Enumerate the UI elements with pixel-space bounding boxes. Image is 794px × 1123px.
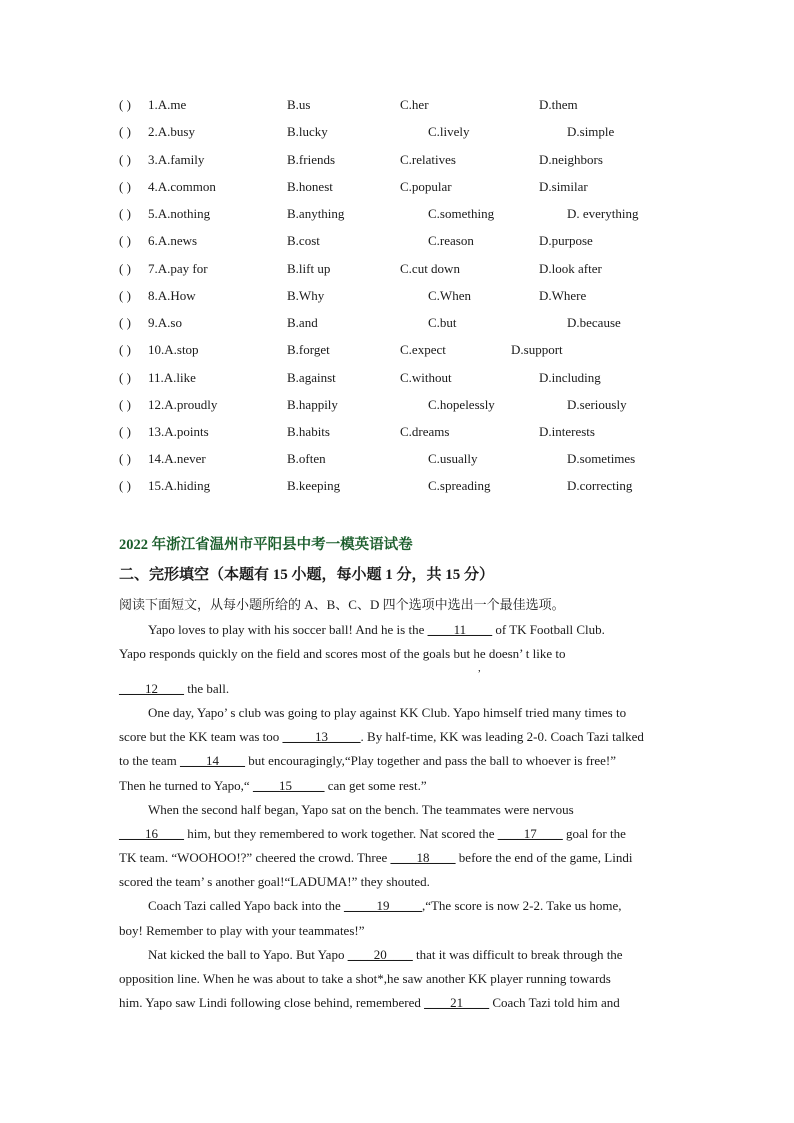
blank-16: ____16____ (119, 826, 184, 841)
blank-13: _____13_____ (282, 729, 361, 744)
option-row (0, 150, 794, 170)
comma-mark: , (478, 662, 481, 674)
option-b: B.honest (287, 179, 333, 194)
option-d: D.sometimes (567, 451, 636, 466)
option-a: 12.A.proudly (148, 397, 218, 412)
option-row (0, 177, 794, 197)
option-c: C.relatives (400, 152, 456, 167)
answer-paren: ( ) (119, 206, 131, 221)
option-c: C.usually (428, 451, 478, 466)
passage-line: to the team ____14____ but encouragingly,“Play together and pass the ball to whoever is free!” (119, 753, 616, 768)
answer-paren: ( ) (119, 152, 131, 167)
option-a: 7.A.pay for (148, 261, 208, 276)
option-c: C.her (400, 97, 429, 112)
blank-18: ____18____ (390, 850, 456, 865)
passage-line: boy! Remember to play with your teammates!” (119, 923, 365, 938)
option-d: D.purpose (539, 233, 593, 248)
option-d: D.them (539, 97, 578, 112)
option-d: D.including (539, 370, 601, 385)
option-b: B.habits (287, 424, 330, 439)
passage-line: him. Yapo saw Lindi following close behind, remembered ____21____ Coach Tazi told him and (119, 995, 620, 1010)
option-c: C.hopelessly (428, 397, 495, 412)
exam-title: 2022 年浙江省温州市平阳县中考一模英语试卷 (119, 537, 413, 553)
option-row (0, 204, 794, 224)
option-row (0, 313, 794, 333)
passage-line: Yapo loves to play with his soccer ball! And he is the ____11____ of TK Football Club. (148, 622, 605, 637)
option-a: 2.A.busy (148, 124, 195, 139)
option-b: B.happily (287, 397, 338, 412)
option-d: D.support (511, 342, 563, 357)
passage-line: When the second half began, Yapo sat on the bench. The teammates were nervous (148, 802, 574, 817)
option-a: 14.A.never (148, 451, 206, 466)
option-a: 4.A.common (148, 179, 216, 194)
section-heading: 二、完形填空（本题有 15 小题，每小题 1 分，共 15 分） (119, 567, 495, 583)
blank-17: ____17____ (497, 826, 563, 841)
answer-paren: ( ) (119, 397, 131, 412)
option-d: D.look after (539, 261, 602, 276)
option-d: D.similar (539, 179, 588, 194)
option-b: B.friends (287, 152, 336, 167)
option-b: B.keeping (287, 478, 341, 493)
answer-paren: ( ) (119, 451, 131, 466)
option-a: 6.A.news (148, 233, 198, 248)
option-c: C.When (428, 288, 471, 303)
option-a: 9.A.so (148, 315, 182, 330)
option-row (0, 286, 794, 306)
option-a: 8.A.How (148, 288, 196, 303)
option-c: C.spreading (428, 478, 491, 493)
passage-line: Yapo responds quickly on the field and scores most of the goals but he doesn’ t like to (119, 646, 566, 661)
option-a: 15.A.hiding (148, 478, 211, 493)
option-d: D. everything (567, 206, 639, 221)
option-b: B.and (287, 315, 318, 330)
option-row (0, 340, 794, 360)
option-d: D.because (567, 315, 621, 330)
option-b: B.us (287, 97, 311, 112)
option-a: 5.A.nothing (148, 206, 211, 221)
blank-11: ____11____ (427, 622, 493, 637)
option-c: C.dreams (400, 424, 450, 439)
option-d: D.interests (539, 424, 595, 439)
instructions: 阅读下面短文，从每小题所给的 A、B、C、D 四个选项中选出一个最佳选项。 (119, 597, 565, 612)
option-d: D.Where (539, 288, 587, 303)
blank-14: ____14____ (180, 753, 246, 768)
answer-paren: ( ) (119, 424, 131, 439)
option-b: B.cost (287, 233, 320, 248)
option-b: B.Why (287, 288, 325, 303)
passage-line: One day, Yapo’ s club was going to play against KK Club. Yapo himself tried many times to (148, 705, 627, 720)
option-a: 11.A.like (148, 370, 196, 385)
option-row (0, 95, 794, 115)
option-row (0, 449, 794, 469)
answer-paren: ( ) (119, 179, 131, 194)
option-b: B.lucky (287, 124, 328, 139)
blank-15: ____15_____ (252, 778, 325, 793)
option-row (0, 476, 794, 496)
option-c: C.without (400, 370, 452, 385)
blank-20: ____20____ (347, 947, 413, 962)
option-row (0, 122, 794, 142)
passage-line: TK team. “WOOHOO!?” cheered the crowd. Three ____18____ before the end of the game, Lindi (119, 850, 633, 865)
answer-paren: ( ) (119, 288, 131, 303)
option-b: B.forget (287, 342, 330, 357)
option-c: C.popular (400, 179, 452, 194)
option-d: D.correcting (567, 478, 633, 493)
option-row (0, 231, 794, 251)
answer-paren: ( ) (119, 478, 131, 493)
option-a: 3.A.family (148, 152, 205, 167)
option-d: D.simple (567, 124, 615, 139)
option-c: C.reason (428, 233, 474, 248)
option-row (0, 422, 794, 442)
option-b: B.against (287, 370, 336, 385)
passage-line: Nat kicked the ball to Yapo. But Yapo ____20____ that it was difficult to break through the (148, 947, 623, 962)
option-c: C.lively (428, 124, 470, 139)
answer-paren: ( ) (119, 342, 131, 357)
option-a: 1.A.me (148, 97, 187, 112)
blank-12: ____12____ (119, 681, 184, 696)
option-b: B.lift up (287, 261, 331, 276)
answer-paren: ( ) (119, 233, 131, 248)
passage-line: ____12____ the ball. (119, 681, 230, 696)
passage-line: score but the KK team was too _____13_____. By half-time, KK was leading 2-0. Coach Tazi talked (119, 729, 644, 744)
passage-line: Then he turned to Yapo,“ ____15_____ can get some rest.” (119, 778, 427, 793)
option-b: B.anything (287, 206, 345, 221)
option-a: 13.A.points (148, 424, 209, 439)
option-row (0, 395, 794, 415)
option-b: B.often (287, 451, 326, 466)
option-c: C.cut down (400, 261, 460, 276)
answer-paren: ( ) (119, 370, 131, 385)
option-c: C.expect (400, 342, 446, 357)
option-row (0, 259, 794, 279)
passage-line: Coach Tazi called Yapo back into the _____19_____,“The score is now 2-2. Take us home, (148, 898, 622, 913)
answer-paren: ( ) (119, 124, 131, 139)
blank-19: _____19_____ (343, 898, 422, 913)
passage-line: scored the team’ s another goal!“LADUMA!” they shouted. (119, 874, 430, 889)
answer-paren: ( ) (119, 97, 131, 112)
passage-line: ____16____ him, but they remembered to work together. Nat scored the ____17____ goal for the (119, 826, 626, 841)
answer-paren: ( ) (119, 261, 131, 276)
option-c: C.but (428, 315, 457, 330)
option-d: D.seriously (567, 397, 627, 412)
option-row (0, 368, 794, 388)
option-c: C.something (428, 206, 495, 221)
answer-paren: ( ) (119, 315, 131, 330)
option-a: 10.A.stop (148, 342, 199, 357)
blank-21: ____21____ (424, 995, 490, 1010)
option-d: D.neighbors (539, 152, 603, 167)
passage-line: opposition line. When he was about to take a shot*,he saw another KK player running towards (119, 971, 611, 986)
